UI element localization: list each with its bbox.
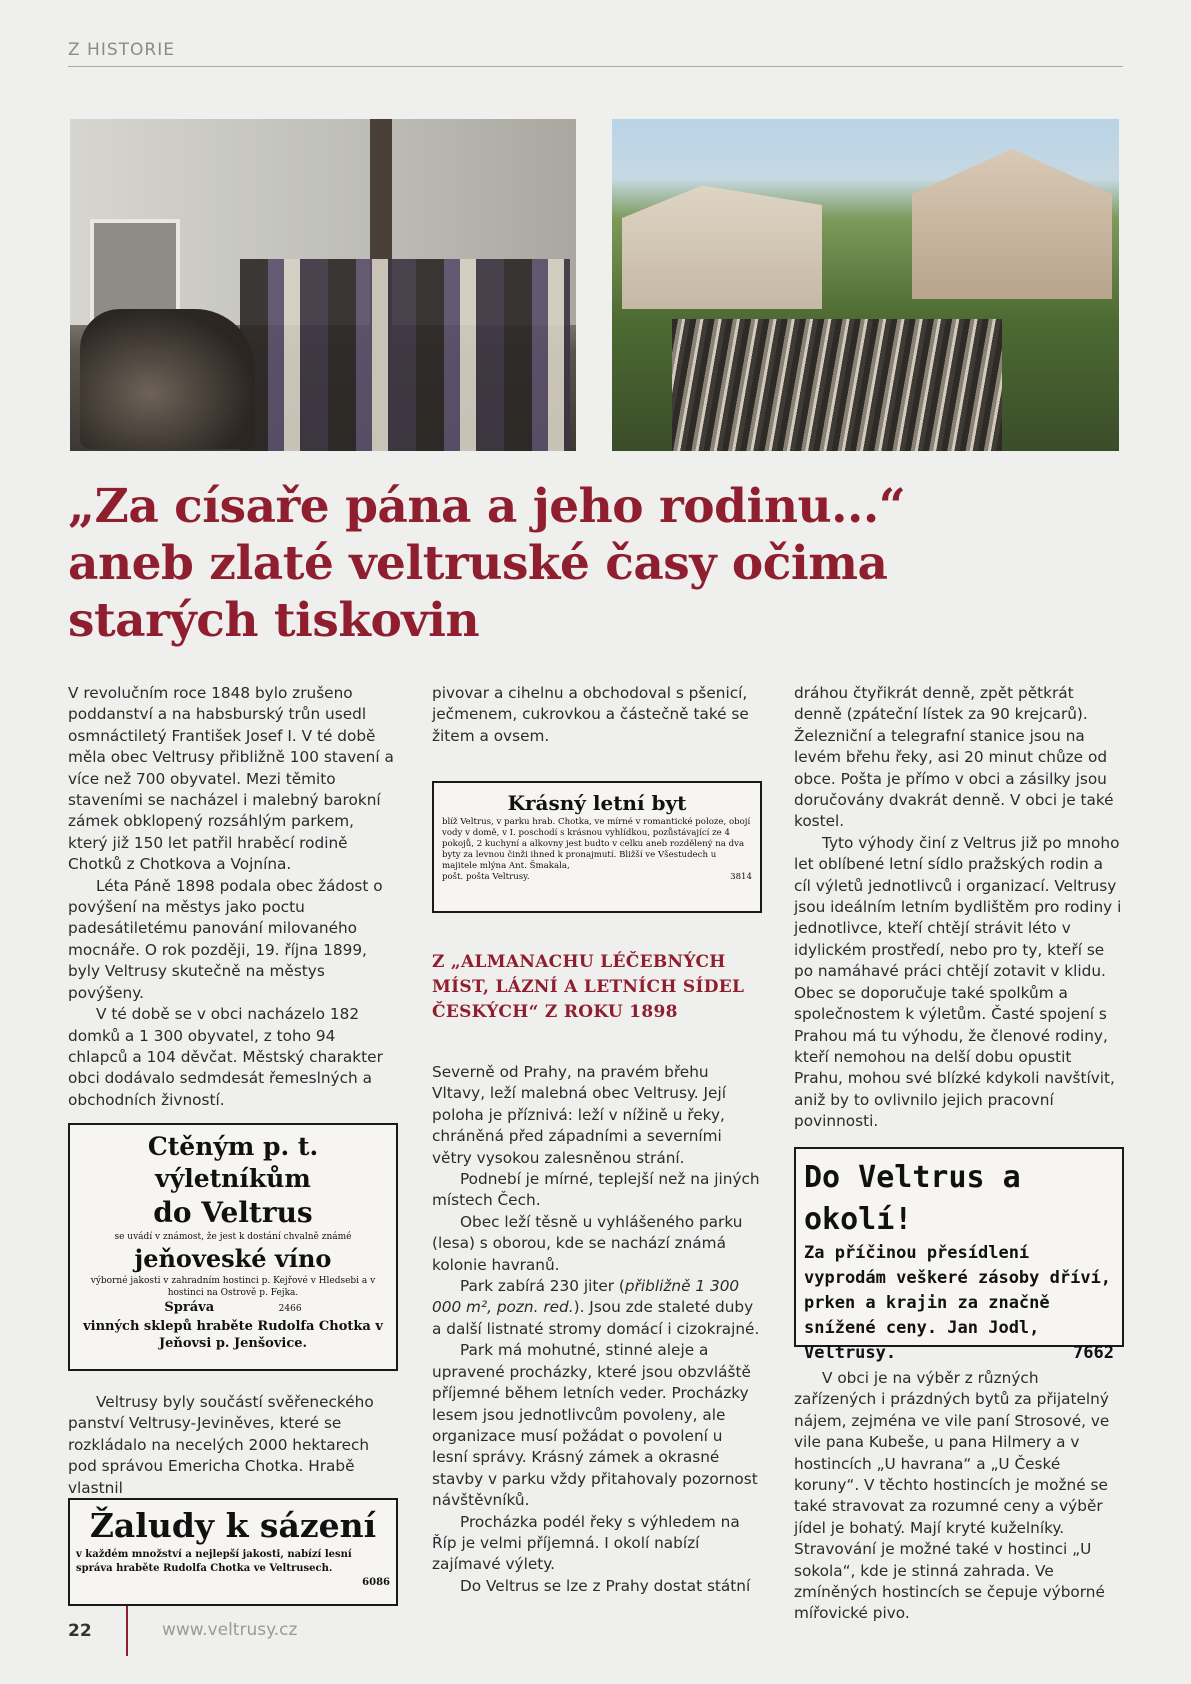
column-1-top: [68, 683, 398, 1111]
paragraph: Procházka podél řeky s výhledem na Říp je velmi příjemná. I okolí nabízí zajímavé výlety.: [432, 1512, 740, 1574]
paragraph: Podnebí je mírné, teplejší než na jiných místech Čech.: [432, 1170, 760, 1210]
footer-divider: [126, 1606, 128, 1656]
newspaper-ad-wine: Ctěným p. t. výletníkům do Veltrus se uvádí v známost, že jest k dostání chvalně známé jeňoveské víno výborné jakosti v zahradním hostinci p. Kejřové v Hledsebi a v hostinci na Ostrově p. Fejka. Správa 2466 vinných sklepů hraběte Rudolfa Chotka v Jeňovsi p. Jenšovice.: [68, 1123, 398, 1371]
paragraph: V revolučním roce 1848 bylo zrušeno poddanství a na habsburský trůn usedl osmnáctiletý František Josef I. V té době měla obec Veltrusy přibližně 100 stavení a více než 700 obyvatel. Mezi těmito staveními se nacházel i malebný barokní zámek obklopený rozsáhlým parkem, který již 150 let patřil hraběcí rodině Chotků z Chotkova a Vojnína.: [68, 684, 394, 874]
paragraph: Do Veltrus se lze z Prahy dostat státní: [460, 1576, 751, 1595]
historic-photo-street: [70, 119, 576, 451]
newspaper-ad-sale: Do Veltrus a okolí! Za příčinou přesídlení vyprodám veškeré zásoby dříví, prken a krajin za značně snížené ceny. Jan Jodl, Veltrusy. 7662: [794, 1147, 1124, 1347]
column-3-top: [794, 683, 1124, 1133]
paragraph: V obci je na výběr z různých zařízených i prázdných bytů za přijatelný nájem, zejména ve vile paní Strosové, ve vile pana Kubeše, u pana Hilmery a v hostincích „U havrana“ a „U České koruny“. V těchto hostincích je možné se také stravovat za rozumné ceny a výběr jídel je bohatý. Mají kryté kuželníky. Stravování je možné také v hostinci „U sokola“, kde je stinná zahrada. Ve zmíněných hostincích se čepuje výborné mířovické pivo.: [794, 1369, 1110, 1623]
historic-photo-park: [612, 119, 1119, 451]
website-link[interactable]: www.veltrusy.cz: [162, 1620, 298, 1640]
column-2-top: [432, 683, 762, 747]
section-label: Z HISTORIE: [68, 40, 175, 60]
newspaper-ad-apartment: Krásný letní byt blíž Veltrus, v parku hrab. Chotka, ve mírné v romantické poloze, obojí vody v domě, v I. poschodí s krásnou vyhlídkou, pozůstávající ze 4 pokojů, 2 kuchyní a alkovny jest budto v celku aneb rozdělený na dva byty za levnou činži ihned k pronajmutí. Bližší ve Všestudech u majitele mlýna Ant. Šmakala, pošt. pošta Veltrusy. 3814: [432, 781, 762, 913]
paragraph: Tyto výhody činí z Veltrus již po mnoho let oblíbené letní sídlo pražských rodin a cíl výletů jednotlivců i organizací. Veltrusy jsou ideálním letním bydlištěm pro rodiny i jednotlivce, kteří chtějí strávit léto v idylickém prostředí, nebo pro ty, kteří se po namáhavé práci chtějí zotavit v klidu. Obec se doporučuje také spolkům a společnostem k výletům. Časté spojení s Prahou má tu výhodu, že členové rodiny, kteří nemohou na delší dobu opustit Prahu, mohou své blízké kdykoli navštívit, aniž by to ovlivnilo jejich pracovní povinnosti.: [794, 833, 1122, 1131]
column-2-body: [432, 1062, 762, 1597]
header-divider: [68, 66, 1123, 67]
page-number: 22: [68, 1621, 92, 1641]
paragraph: pivovar a cihelnu a obchodoval s pšenicí, ječmenem, cukrovkou a částečně také se žitem a ovsem.: [432, 684, 749, 745]
paragraph: dráhou čtyřikrát denně, zpět pětkrát denně (zpáteční lístek za 90 krejcarů). Železniční a telegrafní stanice jsou na levém břehu řeky, asi 20 minut chůze od obce. Pošta je přímo v obci a zásilky jsou doručovány dvakrát denně. V obci je také kostel.: [794, 684, 1114, 831]
section-subheading: Z „ALMANACHU LÉČEBNÝCH MÍST, LÁZNÍ A LETNÍCH SÍDEL ČESKÝCH“ Z ROKU 1898: [432, 952, 745, 1022]
column-3-bottom: [794, 1368, 1124, 1625]
article-title: „Za císaře pána a jeho rodinu...“ aneb zlaté veltruské časy očima starých tiskovin: [68, 479, 906, 648]
paragraph: Obec leží těsně u vyhlášeného parku (lesa) s oborou, kde se nachází známá kolonie havranů.: [432, 1212, 743, 1274]
paragraph: Park zabírá 230 jiter (přibližně 1 300 000 m², pozn. red.). Jsou zde staleté duby a další listnaté stromy domácí i cizokrajné.: [432, 1277, 760, 1338]
paragraph: Park má mohutné, stinné aleje a upravené procházky, které jsou obzvláště příjemné během letních veder. Procházky lesem jsou jednotlivcům povoleny, ale organizace musí požádat o povolení u lesní správy. Krásný zámek a okrasné stavby v parku vždy přitahovaly pozornost návštěvníků.: [432, 1341, 758, 1510]
paragraph: Veltrusy byly součástí svěřeneckého panství Veltrusy-Jeviněves, které se rozkládalo na necelých 2000 hektarech pod správou Emericha Chotka. Hrabě vlastnil: [68, 1393, 374, 1497]
paragraph: V té době se v obci nacházelo 182 domků a 1 300 obyvatel, z toho 94 chlapců a 104 děvčat. Městský charakter obci dodávalo sedmdesát řemeslných a obchodních živností.: [68, 1005, 383, 1109]
column-1-bottom: [68, 1392, 398, 1499]
paragraph: Léta Páně 1898 podala obec žádost o povýšení na městys jako poctu padesátiletému panování milovaného mocnáře. O rok později, 19. října 1899, byly Veltrusy skutečně na městys povýšeny.: [68, 876, 383, 1002]
newspaper-ad-acorns: Žaludy k sázení v každém množství a nejlepší jakosti, nabízí lesní správa hraběte Rudolfa Chotka ve Veltrusech. 6086: [68, 1498, 398, 1606]
paragraph: Severně od Prahy, na pravém břehu Vltavy, leží malebná obec Veltrusy. Její poloha je příznivá: leží v nížině u řeky, chráněná před západními a severními větry vysokou zalesněnou strání.: [432, 1063, 726, 1167]
